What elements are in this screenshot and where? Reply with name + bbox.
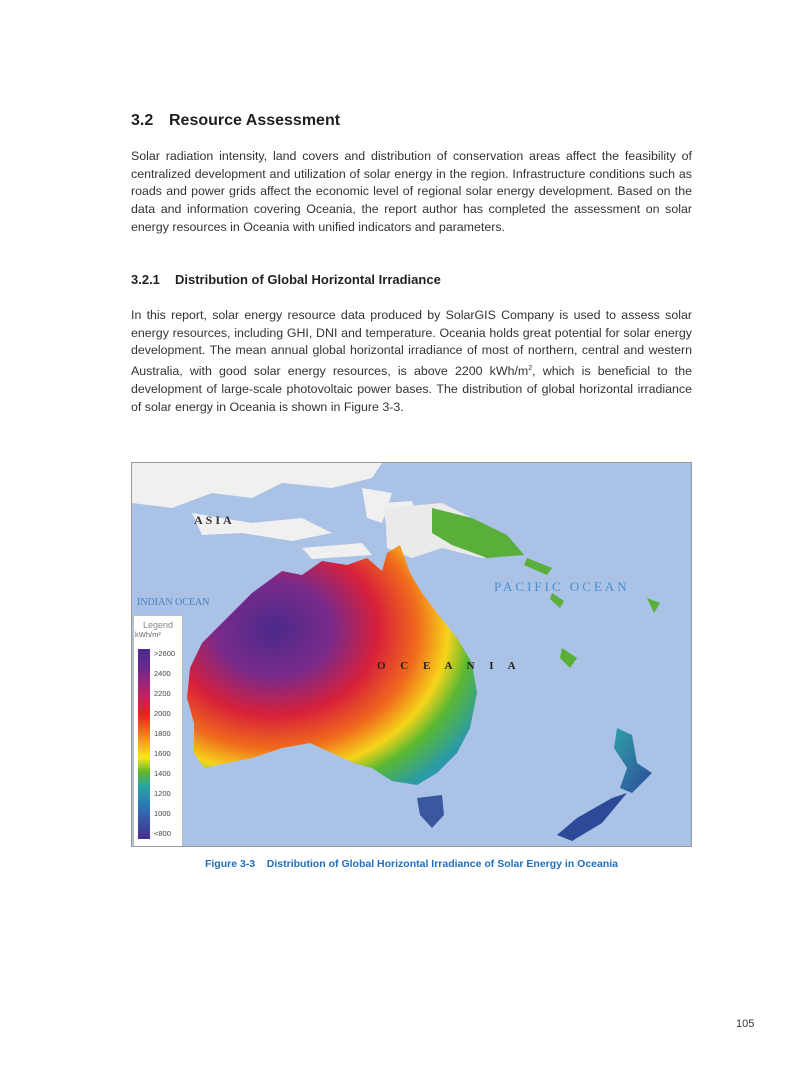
new-zealand-north (614, 728, 652, 793)
irradiance-map (131, 462, 692, 847)
subsection-heading: 3.2.1 Distribution of Global Horizontal Irradiance (131, 272, 441, 287)
map-legend: Legend kWh/m² >2600 2400 2200 2000 1800 1600 1400 1200 1000 <800 (133, 615, 183, 847)
tasmania (417, 795, 444, 828)
legend-tick: 1800 (154, 729, 171, 738)
asia-landmass (132, 463, 422, 559)
new-zealand-south (557, 793, 627, 841)
png-east (432, 508, 524, 558)
legend-tick: 1000 (154, 809, 171, 818)
paragraph-intro: Solar radiation intensity, land covers and distribution of conservation areas affect the feasibility of centralized development and utilization of solar energy in the region. Infrastructure conditions such as roads and power grids affect the economic level of regional solar energy development. Based on the data and information covering Oceania, the report author has completed the assessment on solar energy resources in Oceania with unified indicators and parameters. (131, 149, 692, 234)
legend-tick: <800 (154, 829, 171, 838)
page-number: 105 (736, 1018, 755, 1030)
legend-tick: 1200 (154, 789, 171, 798)
figure-caption: Figure 3-3 Distribution of Global Horizontal Irradiance of Solar Energy in Oceania (204, 858, 619, 870)
asia-label: ASIA (194, 513, 235, 527)
oceania-label: O C E A N I A (377, 660, 522, 672)
legend-tick: 2000 (154, 709, 171, 718)
section-heading: 3.2 Resource Assessment (131, 112, 341, 129)
legend-tick: 1600 (154, 749, 171, 758)
legend-tick: 2400 (154, 669, 171, 678)
pacific-islands (524, 558, 660, 668)
pacific-ocean-label: PACIFIC OCEAN (494, 579, 630, 594)
legend-tick: 2200 (154, 689, 171, 698)
legend-tick: 1400 (154, 769, 171, 778)
legend-color-ramp (138, 649, 150, 839)
indian-ocean-label: INDIAN OCEAN (137, 597, 210, 608)
legend-tick: >2600 (154, 649, 176, 658)
paragraph-ghi: In this report, solar energy resource data produced by SolarGIS Company is used to assess solar energy resources, including GHI, DNI and temperature. Oceania holds great potential for solar energy development. The mean annual global horizontal irradiance of most of northern, central and western Australia, with good solar energy resources, is above 2200 kWh/$m^2$, which is beneficial to the development of large-scale photovoltaic power bases. The distribution of global horizontal irradiance of solar energy in Oceania is shown in Figure 3-3. (131, 308, 692, 414)
